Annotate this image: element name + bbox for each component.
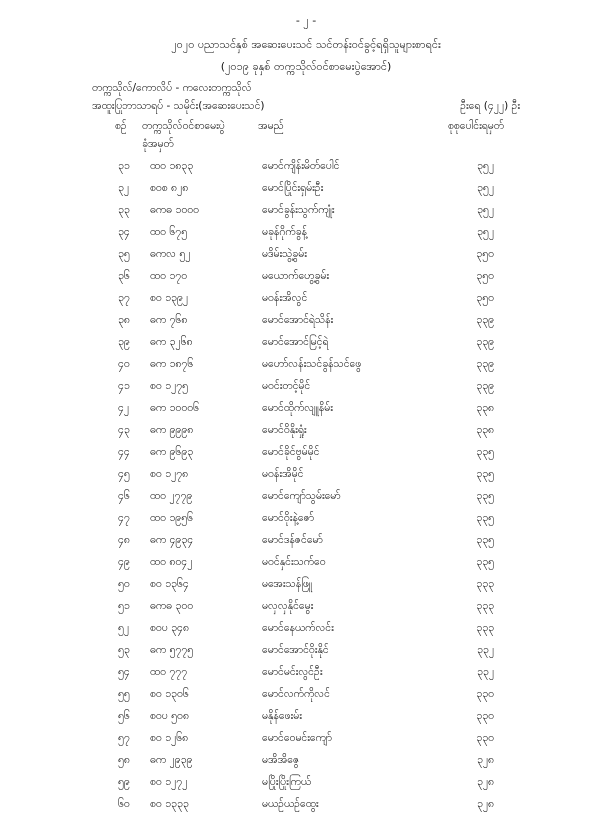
total-score: ၃၃၃: [476, 578, 494, 590]
exam-id: စဝ ၁၃၉၂: [150, 292, 189, 304]
total-score: ၃၅၀: [476, 270, 494, 282]
total-score: ၃၃၈: [476, 402, 494, 414]
table-row: [0, 314, 612, 336]
exam-id: ဓက ၇၆၈: [150, 314, 188, 326]
exam-id: စဝ ၁၂၇၅: [150, 380, 189, 392]
table-row: [0, 424, 612, 446]
student-name: မောင်အောင်ဝိုးနိုင်: [262, 644, 329, 656]
total-score: ၃၅၂: [477, 226, 494, 238]
row-number: ၄၅: [118, 468, 130, 480]
row-number: ၃၉: [118, 336, 130, 348]
table-row: [0, 688, 612, 710]
row-number: ၄၃: [118, 424, 130, 436]
total-score: ၃၅၂: [477, 182, 494, 194]
student-name: မောင်ဒန်ဇင်မော်: [262, 534, 323, 546]
column-header-name: အမည်: [258, 120, 284, 132]
table-row: [0, 490, 612, 512]
exam-id: စဝပ ၃၄၈: [150, 622, 189, 634]
headcount-line: ဦးရေ (၄၂၂) ဦး: [460, 100, 520, 112]
row-number: ၅၆: [118, 710, 130, 722]
exam-id: ဓကလ ၅၂: [150, 248, 191, 260]
total-score: ၃၃၅: [476, 446, 494, 458]
total-score: ၃၃၅: [476, 490, 494, 502]
student-name: မဝင်နှင်းသက်ဝေ: [262, 556, 326, 568]
row-number: ၄၉: [118, 556, 130, 568]
total-score: ၃၃၀: [476, 732, 494, 744]
table-row: [0, 358, 612, 380]
table-row: [0, 248, 612, 270]
row-number: ၄၀: [118, 358, 130, 370]
results-table: [0, 160, 612, 820]
row-number: ၃၄: [118, 226, 130, 238]
student-name: မယဉ်ယဉ်ထွေး: [262, 798, 319, 810]
total-score: ၃၅၀: [476, 292, 494, 304]
student-name: မောင်ထိုက်လျူနိမ်း: [262, 402, 333, 414]
exam-id: စဝပ ၅၀၈: [150, 710, 189, 722]
row-number: ၄၁: [118, 380, 130, 392]
row-number: ၄၈: [118, 534, 130, 546]
document-subtitle: (၂၀၁၉ ခုနှစ် တက္ကသိုလ်ဝင်စာမေးပွဲအောင်): [220, 60, 392, 73]
table-row: [0, 644, 612, 666]
column-header-id-line2: ခုံအမှတ်: [142, 138, 174, 150]
table-row: [0, 402, 612, 424]
student-name: မဒိမ်းသွဲ့ခွမ်း: [262, 248, 307, 260]
total-score: ၃၃၅: [476, 534, 494, 546]
student-name: မောင်မင်းလွင်ဦး: [262, 666, 323, 678]
exam-id: ထဝ ၆၇၅: [150, 226, 188, 238]
total-score: ၃၅၂: [477, 204, 494, 216]
student-name: မယောက်ဟွေ့ခွမ်း: [262, 270, 330, 282]
row-number: ၃၅: [118, 248, 130, 260]
table-row: [0, 578, 612, 600]
row-number: ၅၈: [118, 754, 130, 766]
total-score: ၃၃၀: [476, 710, 494, 722]
exam-id: ဓကဓ ၁၀၀၀: [150, 204, 200, 216]
table-row: [0, 204, 612, 226]
student-name: မောင်ပြိုင်းရှမ်းဦး: [262, 182, 324, 194]
student-name: မဝန်းအိမိုင်: [262, 468, 304, 480]
student-name: မောင်အောင်ရဲသိန်း: [262, 314, 334, 326]
exam-id: စဝစ ၈၂၈: [150, 182, 189, 194]
page-number: - ၂ -: [295, 14, 317, 27]
table-row: [0, 600, 612, 622]
student-name: မောင်ခွန်းသွက်ကျုံး: [262, 204, 335, 216]
table-row: [0, 754, 612, 776]
total-score: ၃၃၈: [476, 424, 494, 436]
total-score: ၃၃၃: [476, 600, 494, 612]
exam-id: ထဝ ၇၇၇: [150, 666, 188, 678]
total-score: ၃၂၈: [476, 754, 494, 766]
row-number: ၄၄: [118, 446, 130, 458]
exam-id: ဓက ၁၈၇၆: [150, 358, 194, 370]
row-number: ၄၇: [118, 512, 130, 524]
table-row: [0, 270, 612, 292]
row-number: ၅၁: [118, 600, 130, 612]
total-score: ၃၅၀: [476, 248, 494, 260]
table-row: [0, 732, 612, 754]
exam-id: ဓက ၃၂၆၈: [150, 336, 193, 348]
exam-id: ထဝ ၂၇၇၉: [150, 490, 193, 502]
exam-id: စဝ ၁၃၃၃: [150, 798, 189, 810]
row-number: ၅၃: [118, 644, 130, 656]
student-name: မောင်ဝိနိုးရှုံး: [262, 424, 307, 436]
student-name: မောင်ဝေမင်းကျော်: [262, 732, 332, 744]
table-row: [0, 468, 612, 490]
total-score: ၃၂၈: [476, 776, 494, 788]
exam-id: စဝ ၁၂၇၂: [150, 776, 188, 788]
row-number: ၃၇: [118, 292, 130, 304]
exam-id: ဓက ၂၉၃၉: [150, 754, 193, 766]
exam-id: ဓကဓ ၃၀၀: [150, 600, 194, 612]
student-name: မောင်ကျော်သွမ်းမော်: [262, 490, 341, 502]
student-name: မအိအိဇွေ: [262, 754, 300, 766]
table-row: [0, 160, 612, 182]
exam-id: ဓက ၉၆၉၃: [150, 446, 194, 458]
student-name: မဟော်လန်းသင်ခွန်သင်ဖွေ: [262, 358, 362, 370]
table-row: [0, 512, 612, 534]
total-score: ၃၃၂: [477, 666, 494, 678]
column-header-score: စုစုပေါင်းရမှတ်: [447, 120, 504, 132]
row-number: ၃၂: [118, 182, 130, 194]
table-row: [0, 182, 612, 204]
student-name: မဝင်းတင့်မိုင်: [262, 380, 311, 392]
table-row: [0, 292, 612, 314]
row-number: ၅၉: [118, 776, 130, 788]
row-number: ၄၆: [118, 490, 130, 502]
document-title: ၂၀၂၀ ပညာသင်နှစ် အဆေးပေးသင် သင်တန်းဝင်ခွင့်ရရှိသူများစာရင်း: [171, 38, 441, 51]
exam-id: ဓက ၄၉၃၄: [150, 534, 194, 546]
row-number: ၄၂: [118, 402, 130, 414]
total-score: ၃၃၀: [476, 688, 494, 700]
total-score: ၃၃၅: [476, 556, 494, 568]
table-row: [0, 798, 612, 820]
table-row: [0, 622, 612, 644]
total-score: ၃၃၉: [476, 336, 494, 348]
row-number: ၃၆: [118, 270, 130, 282]
student-name: မနိုန်ဖေးမ်း: [262, 710, 302, 722]
total-score: ၃၃၃: [476, 622, 494, 634]
total-score: ၃၃၂: [477, 644, 494, 656]
student-name: မအေးသန်ဖြူ: [262, 578, 312, 590]
row-number: ၅၅: [118, 688, 130, 700]
total-score: ၃၅၂: [477, 160, 494, 172]
row-number: ၅၄: [118, 666, 130, 678]
student-name: မလှလှနိုင်မွေး: [262, 600, 314, 612]
table-row: [0, 776, 612, 798]
exam-id: ထဝ ၁၈၃၃: [150, 160, 194, 172]
major-line: အထူးပြုဘာသာရပ် - သမိုင်း(အဆေးပေးသင်): [92, 100, 265, 112]
total-score: ၃၃၉: [476, 358, 494, 370]
total-score: ၃၂၈: [476, 798, 494, 810]
row-number: ၅၀: [118, 578, 130, 590]
table-row: [0, 336, 612, 358]
row-number: ၃၁: [118, 160, 130, 172]
total-score: ၃၃၉: [476, 314, 494, 326]
exam-id: စဝ ၁၃၆၄: [150, 578, 189, 590]
exam-id: ထဝ ၈၀၄၂: [150, 556, 193, 568]
exam-id: ထဝ ၁၉၅၆: [150, 512, 194, 524]
total-score: ၃၃၉: [476, 380, 494, 392]
exam-id: စဝ ၁၂၆၈: [150, 732, 189, 744]
total-score: ၃၃၅: [476, 512, 494, 524]
student-name: မောင်နေယက်လင်း: [262, 622, 334, 634]
student-name: မောင်ခိုင်ဗွမ်မိုင်: [262, 446, 320, 458]
student-name: မပြိုးပြိုးကြယ်: [262, 776, 312, 788]
row-number: ၅၇: [118, 732, 130, 744]
table-row: [0, 446, 612, 468]
column-header-id: တက္ကသိုလ်ဝင်စာမေးပွဲ: [142, 120, 225, 132]
exam-id: စဝ ၁၂၇၈: [150, 468, 189, 480]
row-number: ၅၂: [118, 622, 130, 634]
student-name: မောင်ဝိုးနဲ့ဇော်: [262, 512, 315, 524]
university-line: တက္ကသိုလ်/ကောလိပ် - ကလေးတက္ကသိုလ်: [92, 82, 252, 94]
student-name: မခုန်ဂိုက်ခွန့်: [262, 226, 307, 238]
total-score: ၃၃၅: [476, 468, 494, 480]
table-row: [0, 666, 612, 688]
table-row: [0, 556, 612, 578]
exam-id: ထဝ ၁၇၀: [150, 270, 188, 282]
row-number: ၆၀: [118, 798, 130, 810]
table-row: [0, 534, 612, 556]
exam-id: ဓက ၉၉၉၈: [150, 424, 194, 436]
student-name: မဝန်းအိလွင်: [262, 292, 308, 304]
table-row: [0, 380, 612, 402]
student-name: မောင်လက်ကိုလင်: [262, 688, 330, 700]
row-number: ၃၈: [118, 314, 130, 326]
exam-id: ဓက ၁၀၀၀၆: [150, 402, 200, 414]
column-header-no: စဉ်: [115, 120, 127, 132]
student-name: မောင်အောင်မြင့်ရဲ: [262, 336, 329, 348]
table-row: [0, 226, 612, 248]
row-number: ၃၃: [118, 204, 130, 216]
student-name: မောင်ကျိန်းမိတ်ပေါင်: [262, 160, 340, 172]
exam-id: ဓက ၅၇၇၅: [150, 644, 194, 656]
exam-id: စဝ ၁၃၀၆: [150, 688, 189, 700]
table-row: [0, 710, 612, 732]
